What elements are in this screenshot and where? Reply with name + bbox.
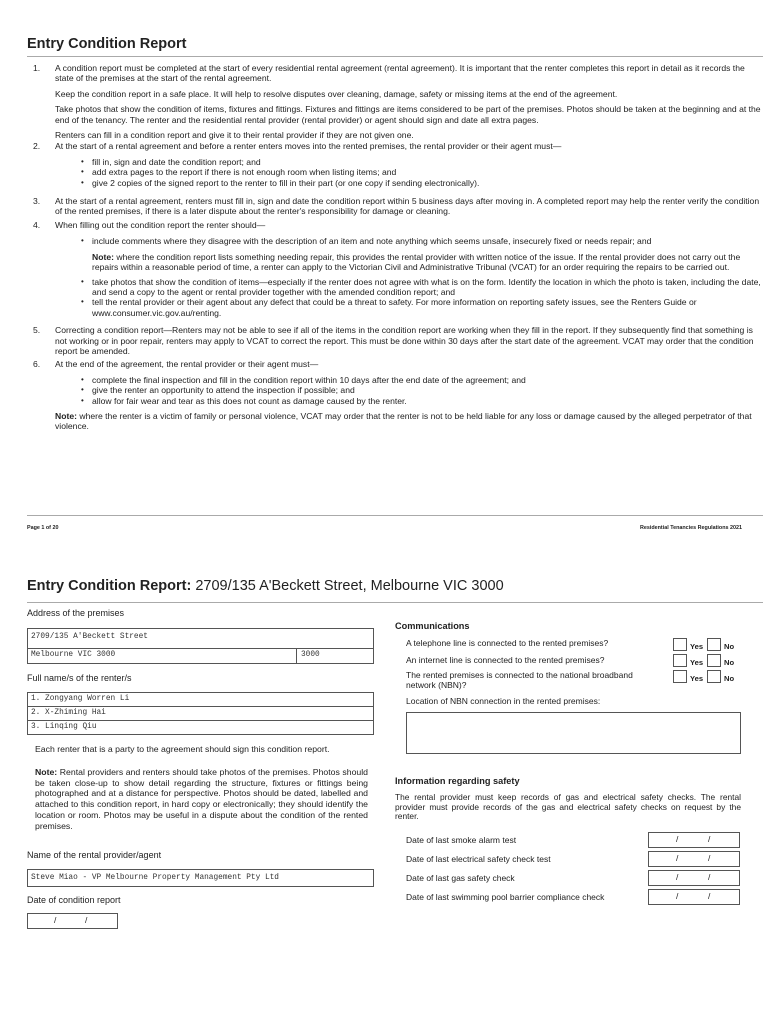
sign-note: Each renter that is a party to the agreement should sign this condition report. (35, 744, 330, 754)
item-1-para-2: Keep the condition report in a safe place. It will help to resolve disputes over cleaning, damage, safety or missing items at the end of the agreement. (55, 88, 618, 99)
instruction-item-2 (33, 141, 763, 188)
date-separator: / (708, 872, 711, 882)
instruction-item-1 (33, 63, 763, 140)
postcode-divider (296, 648, 297, 664)
date-separator: / (676, 834, 679, 844)
no-label: No (724, 642, 735, 651)
page-2-title-address: 2709/135 A'Beckett Street, Melbourne VIC 3000 (191, 578, 504, 594)
provider-label: Name of the rental provider/agent (27, 850, 162, 860)
instructions-list (33, 63, 763, 432)
bullet: • allow for fair wear and tear as this does not count as damage caused by the renter. (81, 396, 763, 406)
nbn-question: The rented premises is connected to the national broadband network (NBN)? (406, 670, 633, 690)
pool-barrier-date-field[interactable] (648, 889, 740, 905)
footer-rule (27, 515, 763, 516)
bullet: • tell the rental provider or their agent about any defect that could be a threat to safety. For more information on reporting safety issues, see the Renters Guide or www.consumer.vic.gov.au/renting. (81, 297, 763, 318)
note-text: where the renter is a victim of family or personal violence, VCAT may order that the renter is not to be held liable for any loss or damage caused by the alleged perpetrator of that violence. (55, 410, 752, 432)
renter-name-1: 1. Zongyang Worren Li (31, 695, 130, 703)
yes-label: Yes (690, 658, 704, 667)
item-2-lead: At the start of a rental agreement and before a renter enters moves into the rented premises, the rental provider or their agent must— (55, 141, 562, 152)
nbn-location-label: Location of NBN connection in the rented premises: (406, 696, 601, 706)
item-6-note (55, 411, 763, 432)
yes-label: Yes (690, 674, 704, 683)
page-2-title-label: Entry Condition Report: (27, 578, 192, 594)
item-6-bullets (81, 375, 763, 406)
yes-label: Yes (690, 642, 704, 651)
internet-question: An internet line is connected to the rented premises? (406, 655, 605, 665)
safety-heading: Information regarding safety (395, 776, 520, 786)
item-number: 1. (33, 63, 41, 73)
communications-heading: Communications (395, 621, 470, 631)
telephone-question: A telephone line is connected to the rented premises? (406, 638, 609, 648)
bullet: • give 2 copies of the signed report to the renter to fill in their part (or one copy if sending electronically). (81, 178, 763, 188)
item-2-bullets (81, 157, 763, 188)
item-number: 4. (33, 219, 41, 230)
pool-barrier-label: Date of last swimming pool barrier compliance check (406, 892, 605, 902)
instruction-item-6 (33, 359, 763, 431)
date-separator: / (676, 872, 679, 882)
item-1-para-4: Renters can fill in a condition report and give it to their rental provider if they are not given one. (55, 130, 414, 141)
item-4-bullets (81, 236, 763, 318)
address-field[interactable] (27, 628, 374, 664)
item-6-lead: At the end of the agreement, the rental provider or their agent must— (55, 359, 319, 370)
date-separator: / (676, 853, 679, 863)
address-label: Address of the premises (27, 608, 125, 618)
photo-note-label: Note: (35, 767, 58, 777)
bullet: • fill in, sign and date the condition report; and (81, 157, 763, 167)
provider-field[interactable] (27, 869, 374, 887)
address-line-2: Melbourne VIC 3000 (31, 651, 116, 659)
telephone-no-checkbox[interactable] (707, 638, 721, 651)
date-separator: / (708, 853, 711, 863)
page-2-title (27, 578, 504, 594)
page-number: Page 1 of 20 (27, 525, 59, 531)
bullet: • give the renter an opportunity to attend the inspection if possible; and (81, 385, 763, 395)
title-rule (27, 56, 763, 57)
instruction-item-4 (33, 220, 763, 318)
no-label: No (724, 674, 735, 683)
electrical-check-date-field[interactable] (648, 851, 740, 867)
note-label: Note: (55, 410, 77, 421)
item-4-lead: When filling out the condition report the renter should— (55, 219, 266, 230)
no-label: No (724, 658, 735, 667)
bullet: • complete the final inspection and fill in the condition report within 10 days after the end date of the agreement; and (81, 375, 763, 385)
date-separator: / (85, 915, 88, 925)
renters-field[interactable] (27, 692, 374, 735)
bullet: • take photos that show the condition of items—especially if the renter does not agree with what is on the form. Identify the location in which the photo is taken, including the date, and send a copy to the agent or rental provider together with the amended condition report; and (81, 277, 763, 298)
nbn-no-checkbox[interactable] (707, 670, 721, 683)
address-line-1: 2709/135 A'Beckett Street (31, 633, 148, 641)
item-number: 5. (33, 325, 41, 336)
date-separator: / (54, 915, 57, 925)
safety-intro: The rental provider must keep records of gas and electrical safety checks. The rental provider must provide records of the gas and electrical safety checks on request by the renter. (395, 792, 741, 822)
gas-check-label: Date of last gas safety check (406, 873, 515, 883)
date-separator: / (708, 834, 711, 844)
item-1-para-3: Take photos that show the condition of items, fixtures and fittings. Fixtures and fittings are items considered to be part of the premises. Photos should be taken at the beginning and at the end of the tenancy. The renter and the residential rental provider (rental provider) or agent should sign and date all extra pages. (55, 104, 761, 125)
instruction-item-5 (33, 325, 763, 356)
telephone-yes-checkbox[interactable] (673, 638, 687, 651)
smoke-alarm-date-field[interactable] (648, 832, 740, 848)
bullet: • include comments where they disagree with the description of an item and note anything which seems unsafe, insecurely fixed or needs repair; and (81, 236, 763, 246)
bullet: • add extra pages to the report if there is not enough room when listing items; and (81, 167, 763, 177)
electrical-check-label: Date of last electrical safety check test (406, 854, 551, 864)
date-label: Date of condition report (27, 895, 121, 905)
instruction-item-3 (33, 196, 763, 217)
date-separator: / (676, 891, 679, 901)
provider-value: Steve Miao - VP Melbourne Property Management Pty Ltd (31, 874, 279, 882)
item-1-para-1: A condition report must be completed at the start of every residential rental agreement (rental agreement). It is important that the renter completes this report in detail as it records the state of the premises at the start of the rental agreement. (55, 63, 745, 84)
smoke-alarm-label: Date of last smoke alarm test (406, 835, 517, 845)
photo-note-text: Rental providers and renters should take photos of the premises. Photos should be taken close-up to show detail regarding the structure, fixtures or fittings being photographed and at a distance for perspective. Photos should be dated, labelled and attached to this condition report, in hard copy or electronically; they should identify the location or room. Photos may be useful in a dispute about the condition of the rented premises. (35, 767, 368, 831)
item-4-note (81, 252, 763, 273)
item-number: 2. (33, 141, 41, 152)
date-separator: / (708, 891, 711, 901)
internet-no-checkbox[interactable] (707, 654, 721, 667)
renters-label: Full name/s of the renter/s (27, 673, 132, 683)
postcode: 3000 (301, 651, 320, 659)
renter-name-2: 2. X-Zhiming Hai (31, 709, 106, 717)
renter-name-3: 3. Linqing Qiu (31, 723, 97, 731)
note-label: Note: (92, 251, 114, 262)
item-number: 3. (33, 196, 41, 207)
page-2-title-rule (27, 602, 763, 603)
page-1-title: Entry Condition Report (27, 36, 187, 52)
note-text: where the condition report lists something needing repair, this provides the rental provider with written notice of the issue. If the rental provider does not carry out the repairs within a reasonable period of time, a renter can apply to the Victorian Civil and Administrative Tribunal (VCAT) for an order requiring the repairs to be carried out. (92, 251, 741, 273)
internet-yes-checkbox[interactable] (673, 654, 687, 667)
item-3-lead: At the start of a rental agreement, renters must fill in, sign and date the condition report within 5 business days after moving in. A completed report may help the renter verify the condition of the rented premises, if there is a later dispute about the renter's responsibility for damage or cleaning. (55, 196, 760, 217)
condition-report-date-field[interactable] (27, 913, 118, 929)
photo-note (35, 767, 368, 831)
gas-check-date-field[interactable] (648, 870, 740, 886)
footer-regulation: Residential Tenancies Regulations 2021 (639, 525, 742, 531)
nbn-location-field[interactable] (406, 712, 741, 754)
item-number: 6. (33, 359, 41, 370)
nbn-yes-checkbox[interactable] (673, 670, 687, 683)
item-5-lead: Correcting a condition report—Renters may not be able to see if all of the items in the condition report are working when they fill in the report. If they subsequently find that something is not working or in poor repair, renters may apply to VCAT to correct the report. This must be done within 30 days after the start date of the agreement. VCAT may order that the condition report be amended. (55, 325, 754, 356)
